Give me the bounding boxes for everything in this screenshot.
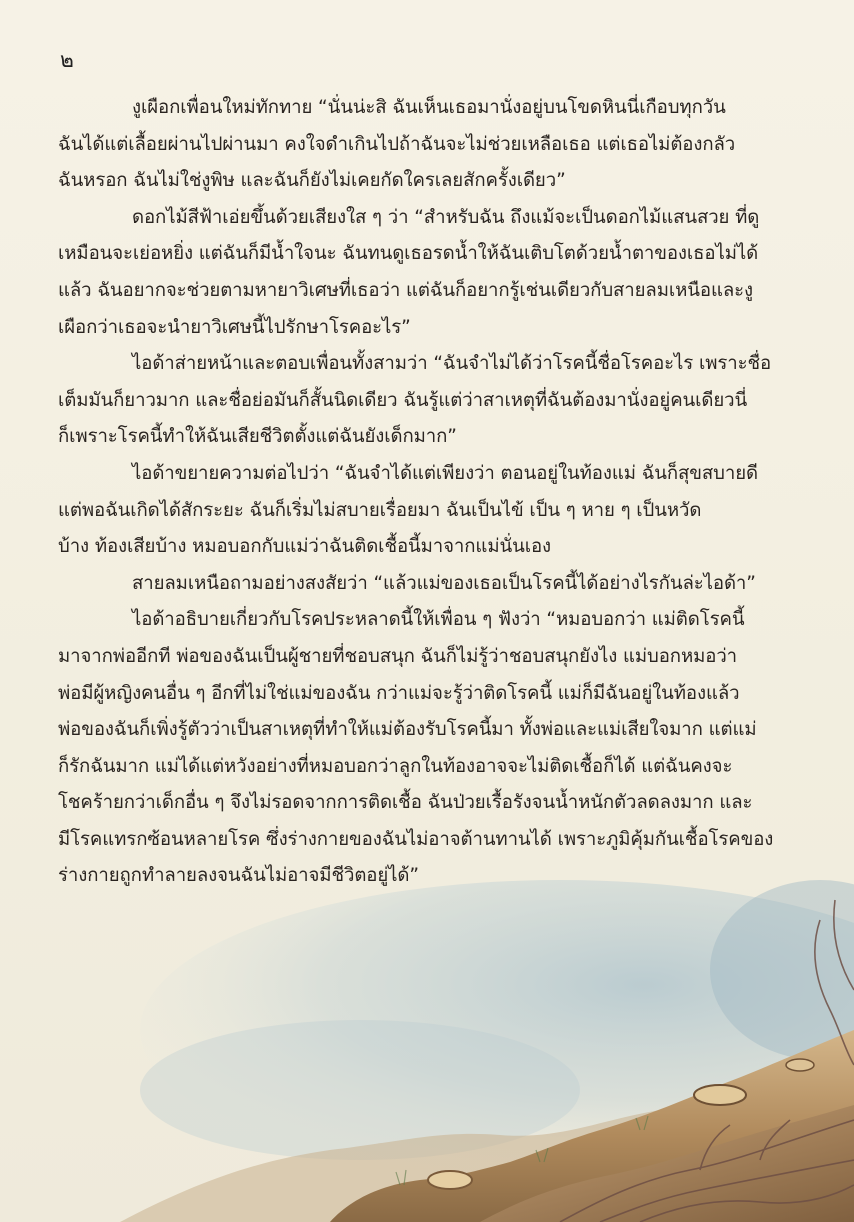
text-line: ไอด้าอธิบายเกี่ยวกับโรคประหลาดนี้ให้เพื่อน ๆ ฟังว่า “หมอบอกว่า แม่ติดโรคนี้ — [132, 609, 745, 631]
text-line: พ่อมีผู้หญิงคนอื่น ๆ อีกที่ไม่ใช่แม่ของฉัน กว่าแม่จะรู้ว่าติดโรคนี้ แม่ก็มีฉันอยู่ในท้องแล้ว — [58, 682, 740, 704]
rock-crater — [428, 1171, 472, 1189]
text-line: มาจากพ่ออีกที พ่อของฉันเป็นผู้ชายที่ชอบสนุก ฉันก็ไม่รู้ว่าชอบสนุกยังไง แม่บอกหมอว่า — [58, 645, 738, 667]
paragraph — [58, 346, 804, 456]
text-line: ก็เพราะโรคนี้ทำให้ฉันเสียชีวิตตั้งแต่ฉันยังเด็กมาก” — [58, 426, 457, 448]
paragraph — [58, 456, 804, 566]
story-text — [58, 90, 804, 895]
text-line: สายลมเหนือถามอย่างสงสัยว่า “แล้วแม่ของเธอเป็นโรคนี้ได้อย่างไรกันล่ะไอด้า” — [132, 572, 756, 594]
paragraph — [58, 566, 804, 603]
text-line: เหมือนจะเย่อหยิ่ง แต่ฉันก็มีน้ำใจนะ ฉันทนดูเธอรดน้ำให้ฉันเติบโตด้วยน้ำตาของเธอไม่ได้ — [58, 243, 759, 265]
text-line: เผือกว่าเธอจะนำยาวิเศษนี้ไปรักษาโรคอะไร” — [58, 316, 411, 338]
text-line: แต่พอฉันเกิดได้สักระยะ ฉันก็เริ่มไม่สบายเรื่อยมา ฉันเป็นไข้ เป็น ๆ หาย ๆ เป็นหวัด — [58, 499, 702, 521]
text-line: โชคร้ายกว่าเด็กอื่น ๆ จึงไม่รอดจากการติดเชื้อ ฉันป่วยเรื้อรังจนน้ำหนักตัวลดลงมาก และ — [58, 792, 753, 814]
text-line: ฉันหรอก ฉันไม่ใช่งูพิษ และฉันก็ยังไม่เคยกัดใครเลยสักครั้งเดียว” — [58, 170, 566, 192]
rock-crater — [786, 1059, 814, 1071]
text-line: บ้าง ท้องเสียบ้าง หมอบอกกับแม่ว่าฉันติดเชื้อนี้มาจากแม่นั่นเอง — [58, 536, 551, 558]
text-line: ไอด้าขยายความต่อไปว่า “ฉันจำได้แต่เพียงว่า ตอนอยู่ในท้องแม่ ฉันก็สุขสบายดี — [132, 462, 758, 484]
text-line: ไอด้าส่ายหน้าและตอบเพื่อนทั้งสามว่า “ฉันจำไม่ได้ว่าโรคนี้ชื่อโรคอะไร เพราะชื่อ — [132, 353, 772, 375]
paragraph — [58, 90, 804, 200]
text-line: ก็รักฉันมาก แม่ได้แต่หวังอย่างที่หมอบอกว่าลูกในท้องอาจจะไม่ติดเชื้อก็ได้ แต่ฉันคงจะ — [58, 755, 733, 777]
rock-crater — [694, 1085, 746, 1105]
paragraph — [58, 602, 804, 895]
hillside-illustration — [0, 880, 854, 1222]
text-line: ร่างกายถูกทำลายลงจนฉันไม่อาจมีชีวิตอยู่ได้” — [58, 865, 419, 887]
text-line: มีโรคแทรกซ้อนหลายโรค ซึ่งร่างกายของฉันไม่อาจต้านทานได้ เพราะภูมิคุ้มกันเชื้อโรคของ — [58, 828, 774, 850]
text-line: แล้ว ฉันอยากจะช่วยตามหายาวิเศษที่เธอว่า แต่ฉันก็อยากรู้เช่นเดียวกับสายลมเหนือและงู — [58, 279, 754, 301]
page-number: ๒ — [60, 48, 74, 72]
text-line: เต็มมันก็ยาวมาก และชื่อย่อมันก็สั้นนิดเดียว ฉันรู้แต่ว่าสาเหตุที่ฉันต้องมานั่งอยู่คนเดียวนี่ — [58, 389, 748, 411]
text-line: ฉันได้แต่เลื้อยผ่านไปผ่านมา คงใจดำเกินไปถ้าฉันจะไม่ช่วยเหลือเธอ แต่เธอไม่ต้องกลัว — [58, 133, 736, 155]
text-line: งูเผือกเพื่อนใหม่ทักทาย “นั่นน่ะสิ ฉันเห็นเธอมานั่งอยู่บนโขดหินนี่เกือบทุกวัน — [132, 97, 726, 118]
text-line: ดอกไม้สีฟ้าเอ่ยขึ้นด้วยเสียงใส ๆ ว่า “สำหรับฉัน ถึงแม้จะเป็นดอกไม้แสนสวย ที่ดู — [132, 206, 760, 228]
paragraph — [58, 200, 804, 346]
text-line: พ่อของฉันก็เพิ่งรู้ตัวว่าเป็นสาเหตุที่ทำให้แม่ต้องรับโรคนี้มา ทั้งพ่อและแม่เสียใจมาก แต่แม่ — [58, 719, 757, 741]
